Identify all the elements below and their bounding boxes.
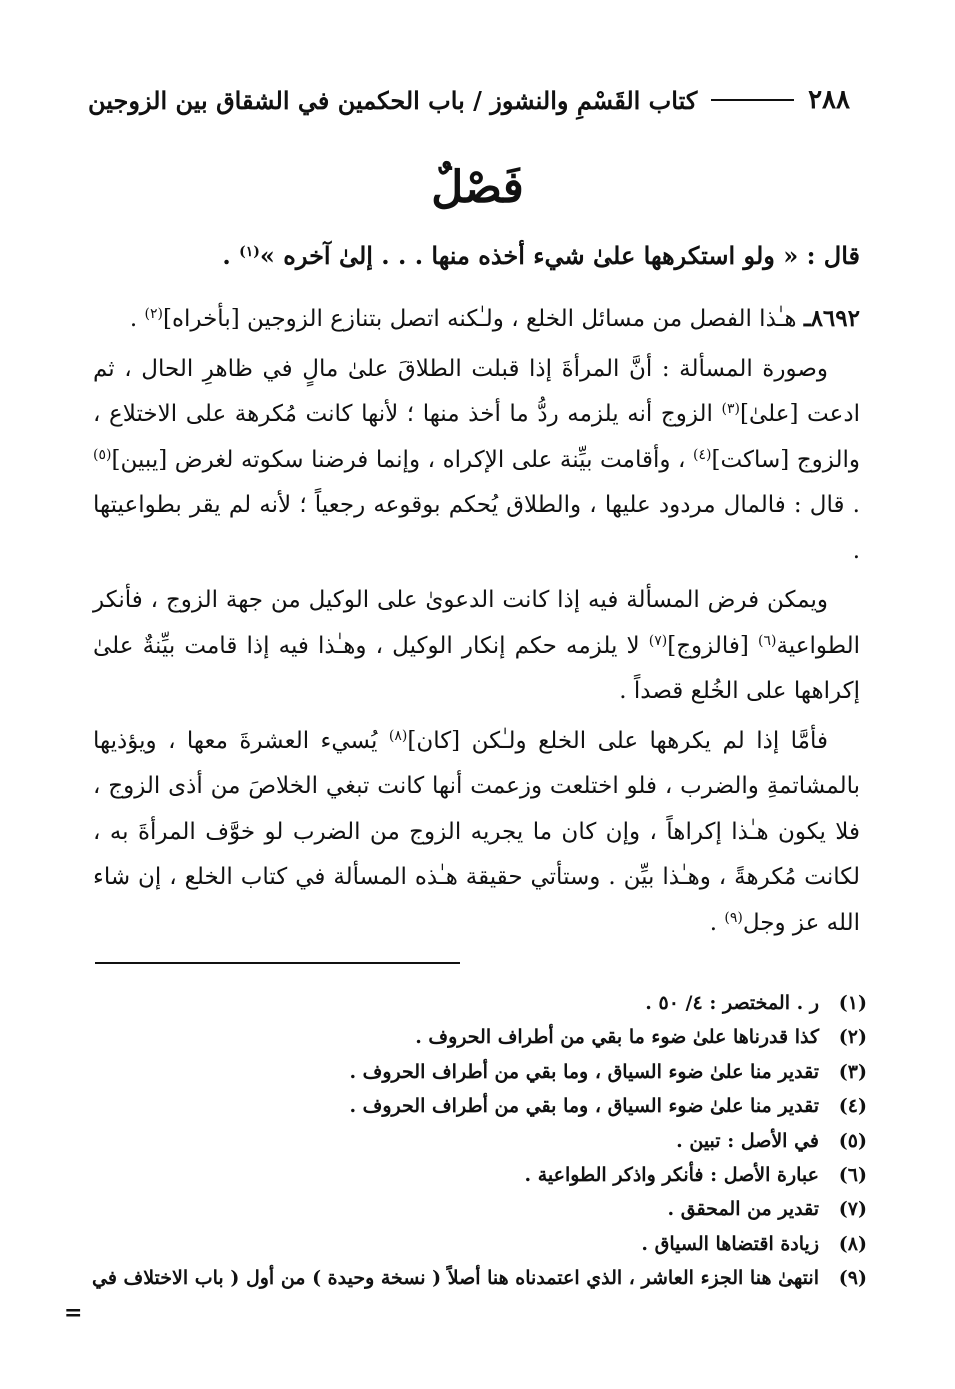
footnote-ref[interactable]: (١) [239, 244, 260, 260]
footnote-text: في الأصل : تبين . [676, 1129, 819, 1152]
footnote-number: (٨) [838, 1232, 867, 1255]
paragraph-text: وصورة المسألة : أنَّ المرأةَ إذا قبلت الطلاقَ علىٰ مالٍ في ظاهرِ الحال ، ثم ادعت [علىٰ] [93, 355, 860, 427]
paragraph-text: فأمَّا إذا لم يكرهها على الخلع ولـٰكن [كان] [407, 727, 829, 754]
paragraph-text: [فالزوج] [667, 632, 758, 659]
footnote-number: (١) [838, 992, 867, 1014]
footnote-ref[interactable]: (٤) [693, 446, 712, 463]
quoted-text-heading [95, 232, 860, 280]
paragraph-text: لا يلزمه حكم إنكار الوكيل ، وهـٰذا فيه إذا قامت بيِّنةٌ علىٰ إكراهها على الخُلع قصداً . [93, 632, 860, 704]
paragraph-agent [93, 578, 860, 715]
footnote-text: تقدير منا علىٰ ضوء السياق ، وما بقي من أطراف الحروف . [349, 1095, 819, 1118]
quote-text: قال : « ولو استكرهها علىٰ شيء أخذه منها . . . إلىٰ آخره » [259, 241, 860, 270]
paragraph-number: ٨٦٩٢ـ [803, 305, 860, 332]
footnote [70, 986, 867, 1020]
paragraph-text: . [709, 909, 725, 936]
header-rule [711, 99, 794, 101]
footnote-text: عبارة الأصل : فأنكر واذكر الطواعية . [524, 1164, 819, 1187]
footnote [70, 1192, 867, 1226]
footnote-text: تقدير منا علىٰ ضوء السياق ، وما بقي من أطراف الحروف . [349, 1060, 819, 1083]
continuation-mark: = [64, 1300, 83, 1326]
paragraph-text: ، وأقامت بيِّنة على الإكراه ، وإنما فرضنا سكوته لغرض [يبين] [111, 446, 694, 473]
running-header [88, 80, 850, 120]
footnote-number: (٦) [838, 1164, 867, 1187]
footnote-ref[interactable]: (٨) [388, 727, 408, 744]
paragraph-mistreatment [93, 719, 860, 947]
footnote-text: زيادة اقتضاها السياق . [641, 1232, 819, 1255]
footnotes-list [70, 986, 867, 1296]
running-title: كتاب القَسْمِ والنشوز / باب الحكمين في الشقاق بين الزوجين [88, 85, 698, 115]
footnote [70, 1227, 867, 1261]
page-number: ٢٨٨ [808, 85, 850, 115]
footnote-text: كذا قدرناها علىٰ ضوء ما بقي من أطراف الحروف . [415, 1026, 819, 1049]
footnote-ref[interactable]: (٢) [144, 306, 163, 322]
footnote-separator [95, 962, 460, 964]
paragraph-text: . [129, 306, 145, 332]
footnote-ref[interactable]: (٥) [93, 446, 112, 463]
section-heading: فَصْلٌ [431, 162, 524, 213]
footnote-number: (٩) [838, 1267, 867, 1290]
footnote-text: انتهىٰ هنا الجزء العاشر ، الذي اعتمدناه هنا أصلاً ( نسخة وحيدة ) من أول ( باب الاختلاف في [91, 1267, 819, 1290]
paragraph-text: هـٰذا الفصل من مسائل الخلع ، ولـٰكنه اتصل بتنازع الزوجين [بأخراه] [162, 306, 804, 332]
main-text [93, 296, 860, 950]
paragraph-text: الزوج أنه يلزمه ردُّ ما أخذ منها ؛ لأنها كانت مُكرهة على الاختلاع ، والزوج [ساكت] [93, 401, 860, 473]
footnote [70, 1055, 867, 1089]
footnote [70, 1261, 867, 1295]
footnote [70, 1020, 867, 1054]
paragraph-8692 [93, 296, 860, 343]
footnote-text: تقدير من المحقق . [667, 1198, 819, 1221]
paragraph-text: ويمكن فرض المسألة فيه إذا كانت الدعوىٰ على الوكيل من جهة الزوج ، فأنكر الطواعية [93, 587, 860, 659]
paragraph-text: . قال : فالمال مردود عليها ، والطلاق يُحكم بوقوعه رجعياً ؛ لأنه لم يقر بطواعيتها . [93, 492, 860, 564]
footnote-number: (٢) [838, 1026, 867, 1049]
footnote [70, 1124, 867, 1158]
footnote-number: (٥) [838, 1129, 867, 1152]
paragraph-text: يُسيء العشرةَ معها ، ويؤذيها بالمشاتمةِ والضرب ، فلو اختلعت وزعمت أنها كانت تبغي الخلاصَ من أذى الزوج ، فلا يكون هـٰذا إكراهاً ، وإن كان ما يجريه الزوج من الضرب لو خوَّف المرأةَ به ، لكانت مُكرهةً ، وهـٰذا بيِّن . وستأتي حقيقة هـٰذه المسألة في كتاب الخلع ، إن شاء الله عز وجل [93, 727, 860, 936]
footnote-number: (٣) [838, 1060, 867, 1083]
footnote [70, 1158, 867, 1192]
footnote-number: (٧) [838, 1198, 867, 1221]
footnote-number: (٤) [838, 1095, 867, 1118]
footnote-ref[interactable]: (٧) [648, 632, 668, 649]
footnote-ref[interactable]: (٩) [724, 909, 743, 926]
paragraph-case [93, 347, 860, 575]
footnote [70, 1089, 867, 1123]
footnote-ref[interactable]: (٦) [757, 632, 777, 649]
footnote-text: ر . المختصر : ٤/ ٥٠ . [645, 992, 819, 1014]
footnote-ref[interactable]: (٣) [721, 401, 741, 417]
quote-tail: . [222, 241, 240, 270]
